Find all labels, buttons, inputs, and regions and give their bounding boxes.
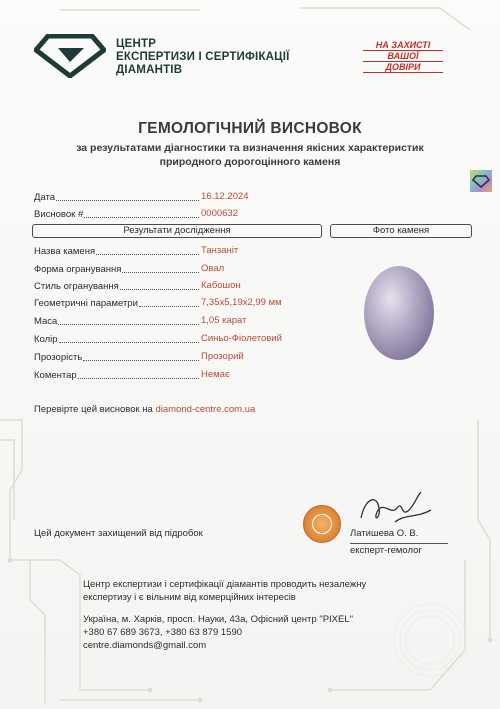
subtitle-line: за результатами діагностики та визначення якісних характеристик	[76, 142, 424, 154]
slogan-line: ВАШОЇ	[363, 51, 443, 62]
slogan	[363, 40, 443, 73]
result-row	[34, 369, 200, 381]
result-value: Кабошон	[201, 280, 241, 291]
dotted-leader	[58, 323, 199, 325]
result-row	[34, 263, 200, 275]
org-name-line: ДІАМАНТІВ	[116, 64, 183, 76]
address-line: Україна, м. Харків, просп. Науки, 43а, Офісний центр "PIXEL"	[83, 614, 354, 625]
org-name-line: ЕКСПЕРТИЗИ І СЕРТИФІКАЦІЇ	[116, 51, 290, 63]
dotted-leader	[59, 341, 199, 343]
result-row	[34, 351, 200, 363]
verify-text	[34, 404, 255, 415]
hologram-sticker-icon	[470, 170, 492, 192]
number-label: Висновок #	[34, 209, 84, 220]
result-row	[34, 315, 200, 327]
result-label: Колір	[34, 334, 58, 345]
verify-link[interactable]: diamond-centre.com.ua	[155, 404, 256, 415]
result-label: Форма огранування	[34, 264, 122, 275]
document-title: ГЕМОЛОГІЧНИЙ ВИСНОВОК	[138, 120, 362, 137]
email-line[interactable]: centre.diamonds@gmail.com	[83, 640, 207, 651]
dotted-leader	[120, 288, 199, 290]
seal-diamond-icon	[312, 514, 332, 534]
result-value: Танзаніт	[201, 245, 239, 256]
date-value: 16.12.2024	[201, 191, 249, 202]
organization-name	[116, 38, 336, 77]
result-value: Синьо-Фіолетовий	[201, 333, 282, 344]
result-label: Стиль огранування	[34, 281, 119, 292]
phone-line: +380 67 689 3673, +380 63 879 1590	[83, 627, 243, 638]
protection-text: Цей документ захищений від підробок	[34, 528, 203, 539]
slogan-line: ДОВІРИ	[363, 62, 443, 73]
date-row	[34, 191, 200, 203]
verify-prefix: Перевірте цей висновок на	[34, 404, 156, 415]
contact-info	[83, 613, 353, 652]
stone-photo	[364, 266, 434, 360]
dotted-leader	[78, 377, 199, 379]
number-value: 0000632	[201, 208, 238, 219]
date-label: Дата	[34, 192, 56, 203]
result-value: Прозорий	[201, 351, 244, 362]
certification-seal	[303, 505, 341, 543]
expert-name: Латишева О. В.	[350, 528, 419, 539]
results-header: Результати дослідження	[32, 224, 322, 238]
dotted-leader	[122, 271, 199, 273]
number-row	[34, 208, 200, 220]
result-label: Коментар	[34, 370, 77, 381]
subtitle-line: природного дорогоцінного каменя	[159, 156, 341, 168]
result-label: Маса	[34, 316, 58, 327]
result-label: Геометричні параметри	[34, 298, 138, 309]
result-value: 7,35х5,19х2,99 мм	[201, 297, 282, 308]
independence-notice	[83, 578, 366, 604]
dotted-leader	[139, 305, 199, 307]
photo-header: Фото каменя	[330, 224, 472, 238]
dotted-leader	[96, 253, 199, 255]
result-row	[34, 333, 200, 345]
expert-title: експерт-гемолог	[350, 543, 448, 556]
result-value: Овал	[201, 263, 225, 274]
notice-line: експертизу і є вільним від комерційних інтересів	[83, 592, 296, 603]
document-subtitle	[30, 141, 470, 169]
dotted-leader	[83, 359, 199, 361]
result-row	[34, 280, 200, 292]
org-name-line: ЦЕНТР	[116, 38, 157, 50]
dotted-leader	[56, 199, 199, 201]
result-row	[34, 297, 200, 309]
notice-line: Центр експертизи і сертифікації діамантів проводить незалежну	[83, 579, 367, 590]
result-value: Немає	[201, 369, 230, 380]
dotted-leader	[84, 216, 199, 218]
slogan-line: НА ЗАХИСТІ	[363, 40, 443, 51]
expert-signature	[355, 488, 435, 528]
result-row	[34, 245, 200, 257]
diamond-logo-icon	[34, 34, 106, 78]
result-label: Назва каменя	[34, 246, 96, 257]
result-value: 1,05 карат	[201, 315, 247, 326]
result-label: Прозорість	[34, 352, 83, 363]
